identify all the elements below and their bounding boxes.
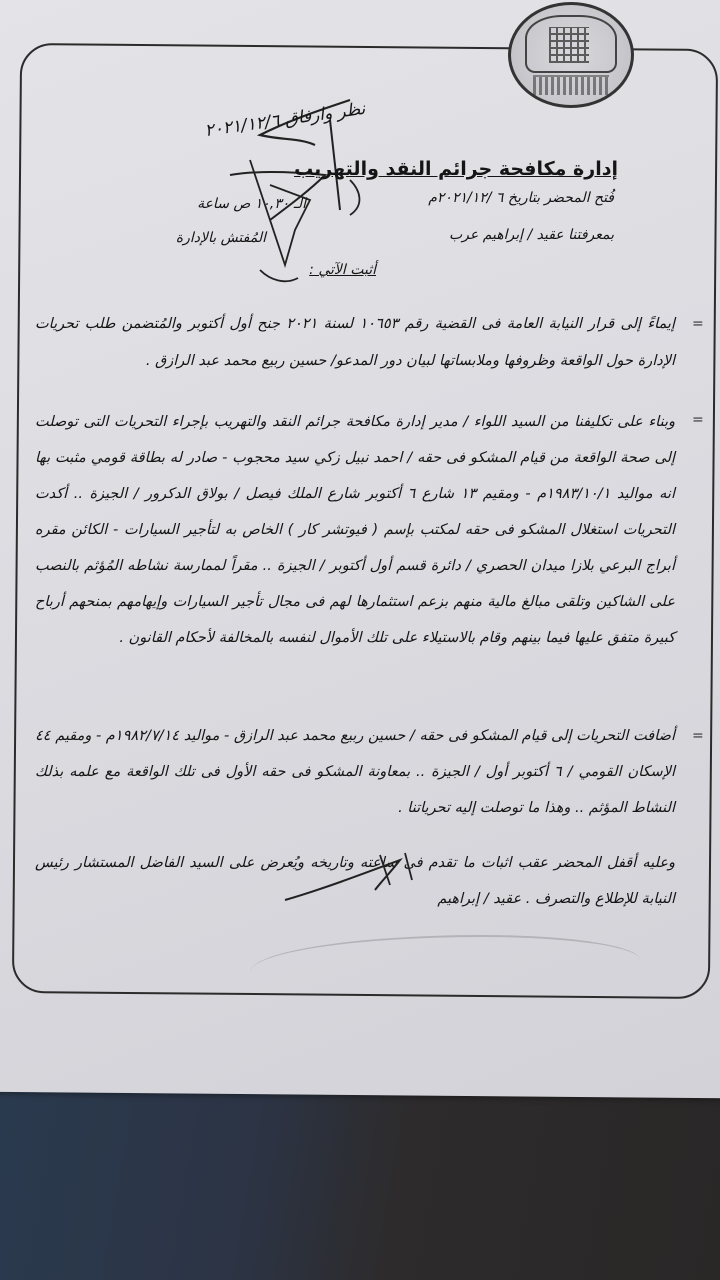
margin-mark: = [692, 316, 704, 332]
emblem-seal-icon [508, 2, 634, 108]
salutation: أثبت الآتي : [309, 262, 376, 278]
table-surface [0, 1085, 720, 1280]
paragraph-investigation: وبناء على تكليفنا من السيد اللواء / مدير إدارة مكافحة جرائم النقد والتهريب بإجراء التحريات التى توصلت إلى صحة الواقعة من قيام المشكو فى حقه / احمد نبيل زكي سيد محجوب - صادر له بطاقة قومي مثبت بها انه مواليد ١٩٨٣/١٠/١م - ومقيم ١٣ شارع ٦ أكتوبر شارع الملك فيصل / بولاق الدكرور / الجيزة .. أكدت التحريات استغلال المشكو فى حقه لمكتب بإسم ( فيوتشر كار ) الخاص به لتأجير السيارات - الكائن مقره أبراج البرعي بلازا ميدان الحصري / دائرة قسم أول أكتوبر / الجيزة .. مقراً لممارسة نشاطه المُؤثم بالنصب على الشاكين وتلقى مبالغ مالية منهم بزعم استثمارها لهم فى مجال تأجير السيارات وإيهامهم بمنحهم أرباح كبيرة متفق عليها فيما بينهم وقام بالاستيلاء على تلك الأموال لنفسه بالمخالفة لأحكام القانون . [35, 414, 675, 646]
paragraph-reference: إيماءً إلى قرار النيابة العامة فى القضية رقم ١٠٦٥٣ لسنة ٢٠٢١ جنح أول أكتوبر والمُتضمن طلب تحريات الإدارة حول الواقعة وظروفها وملابساتها لبيان دور المدعو/ حسين ربيع محمد عبد الرازق . [35, 316, 675, 369]
opened-date-line: فُتح المحضر بتاريخ ٦ /٢٠٢١/١٢م [428, 190, 614, 206]
time-line: الـ ١٠,٣٠ ص ساعة [197, 196, 306, 212]
inspector-label: المُفتش بالإدارة [175, 230, 266, 246]
paragraph-closing: وعليه أقفل المحضر عقب اثبات ما تقدم فى ساعته وتاريخه ويُعرض على السيد الفاضل المستشار رئيس النيابة للإطلاع والتصرف . عقيد / إبراهيم [35, 855, 675, 907]
officer-line: بمعرفتنا عقيد / إبراهيم عرب [449, 227, 614, 243]
paragraph-findings: أضافت التحريات إلى قيام المشكو فى حقه / حسين ربيع محمد عبد الرازق - مواليد ١٩٨٢/٧/١٤م - ومقيم ٤٤ الإسكان القومي / ٦ أكتوبر أول / الجيزة .. بمعاونة المشكو فى حقه الأول فى تلك الواقعة مع علمه بذلك النشاط المؤثم .. وهذا ما توصلت إليه تحرياتنا . [35, 728, 676, 816]
margin-note: نظر وارفاق ٢٠٢١/١٢/٦ [203, 98, 367, 142]
document-heading: إدارة مكافحة جرائم النقد والتهريب [294, 158, 618, 180]
margin-mark: = [692, 412, 704, 428]
margin-mark: = [692, 728, 704, 744]
closing-signature [280, 845, 440, 905]
